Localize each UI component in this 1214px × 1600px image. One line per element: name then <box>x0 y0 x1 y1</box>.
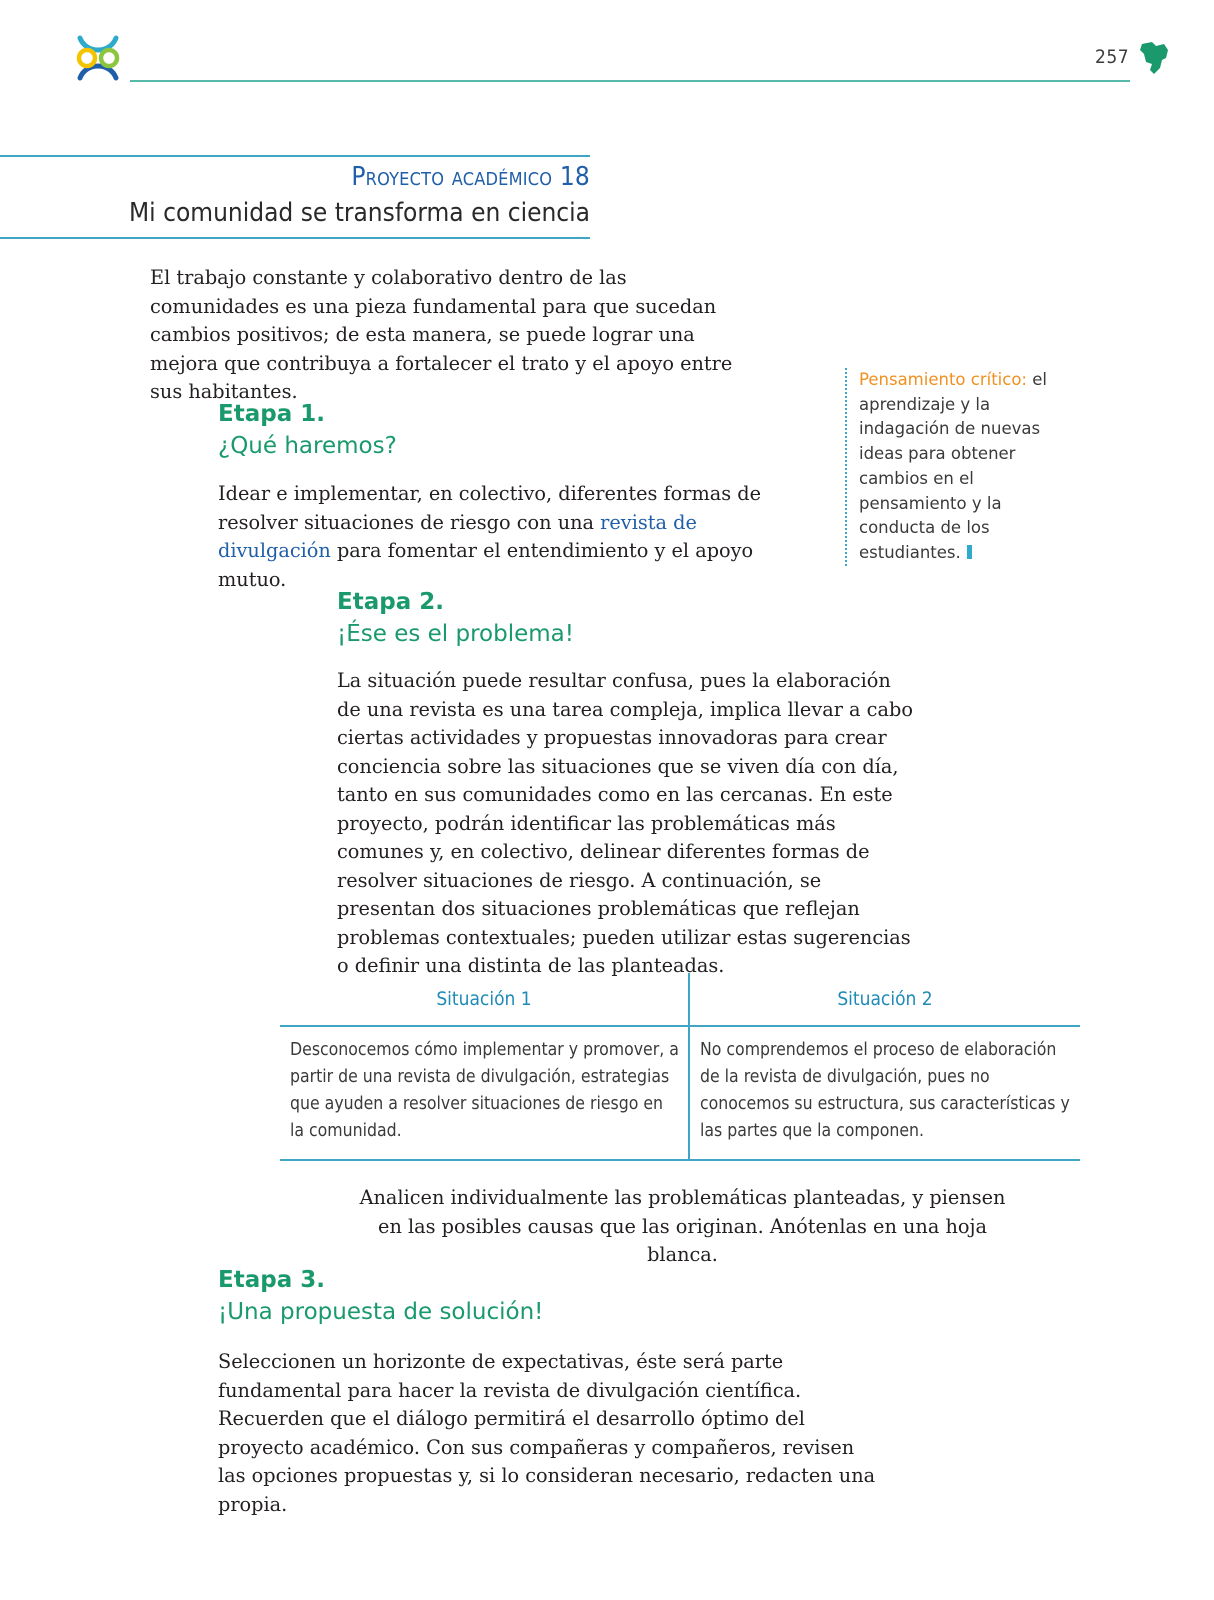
situation-2-header: Situación 2 <box>837 988 933 1010</box>
stage-2-paragraph: La situación puede resultar confusa, pues la elaboración de una revista es una tarea compleja, implica llevar a cabo ciertas actividades y propuestas innovadoras para crear conciencia sobre las situaciones que se viven día con día, tanto en sus comunidades como en las cercanas. En este proyecto, podrán identificar las problemáticas más comunes y, en colectivo, delinear diferentes formas de resolver situaciones de riesgo. A continuación, se presentan dos situaciones problemáticas que reflejan problemas contextuales; pueden utilizar estas sugerencias o definir una distinta de las planteadas. <box>337 669 913 977</box>
title-rule-top <box>0 155 590 157</box>
logo-icon <box>72 32 124 84</box>
end-marker-icon <box>967 545 972 559</box>
stage-3-paragraph: Seleccionen un horizonte de expectativas, éste será parte fundamental para hacer la revista de divulgación científica. Recuerden que el diálogo permitirá el desarrollo óptimo del proyecto académico. Con sus compañeras y compañeros, revisen las opciones propuestas y, si lo consideran necesario, redacten una propia. <box>218 1350 876 1516</box>
stage-1-text-start: Idear e implementar, en colectivo, diferentes formas de resolver situaciones de riesgo con una <box>218 482 762 534</box>
sidebar-text: el aprendizaje y la indagación de nuevas ideas para obtener cambios en el pensamiento y la conducta de los estudiantes. <box>859 370 1047 562</box>
table-divider <box>688 973 690 1161</box>
critical-thinking-note <box>845 368 1059 566</box>
situation-1-header: Situación 1 <box>436 988 532 1010</box>
table-bottom-rule <box>280 1159 1080 1161</box>
situation-1-text: Desconocemos cómo implementar y promover, a partir de una revista de divulgación, estrategias que ayuden a resolver situaciones de riesgo en la comunidad. <box>290 1040 679 1141</box>
project-title: Mi comunidad se transforma en ciencia <box>129 198 590 228</box>
stage-2-subtitle: ¡Ése es el problema! <box>337 621 574 647</box>
analysis-instruction: Analicen individualmente las problemáticas planteadas, y piensen en las posibles causas que las originan. Anótenlas en una hoja blanca. <box>359 1186 1006 1266</box>
stage-2-title: Etapa 2. <box>337 589 444 615</box>
intro-paragraph: El trabajo constante y colaborativo dentro de las comunidades es una pieza fundamental para que sucedan cambios positivos; de esta manera, se puede lograr una mejora que contribuya a fortalecer el trato y el apoyo entre sus habitantes. <box>150 266 733 403</box>
stage-1-text-end: para fomentar el entendimiento y el apoyo mutuo. <box>218 539 754 591</box>
situation-2-text: No comprendemos el proceso de elaboración de la revista de divulgación, pues no conocemos su estructura, sus características y las partes que la componen. <box>700 1040 1070 1141</box>
title-rule-bottom <box>0 237 590 239</box>
situations-table <box>280 973 1080 1161</box>
glossary-term: revista de divulgación <box>218 510 697 562</box>
stage-1-paragraph <box>218 480 798 594</box>
region-icon <box>1138 40 1170 76</box>
project-label: Proyecto académico 18 <box>351 162 590 192</box>
stage-1-title: Etapa 1. <box>218 401 325 427</box>
header-rule <box>130 80 1130 82</box>
stage-1-subtitle: ¿Qué haremos? <box>218 433 397 459</box>
sidebar-title: Pensamiento crítico: <box>859 370 1027 389</box>
table-header-rule <box>280 1025 1080 1027</box>
stage-3-subtitle: ¡Una propuesta de solución! <box>218 1299 544 1325</box>
stage-3-title: Etapa 3. <box>218 1267 325 1293</box>
page-number: 257 <box>1095 46 1130 68</box>
